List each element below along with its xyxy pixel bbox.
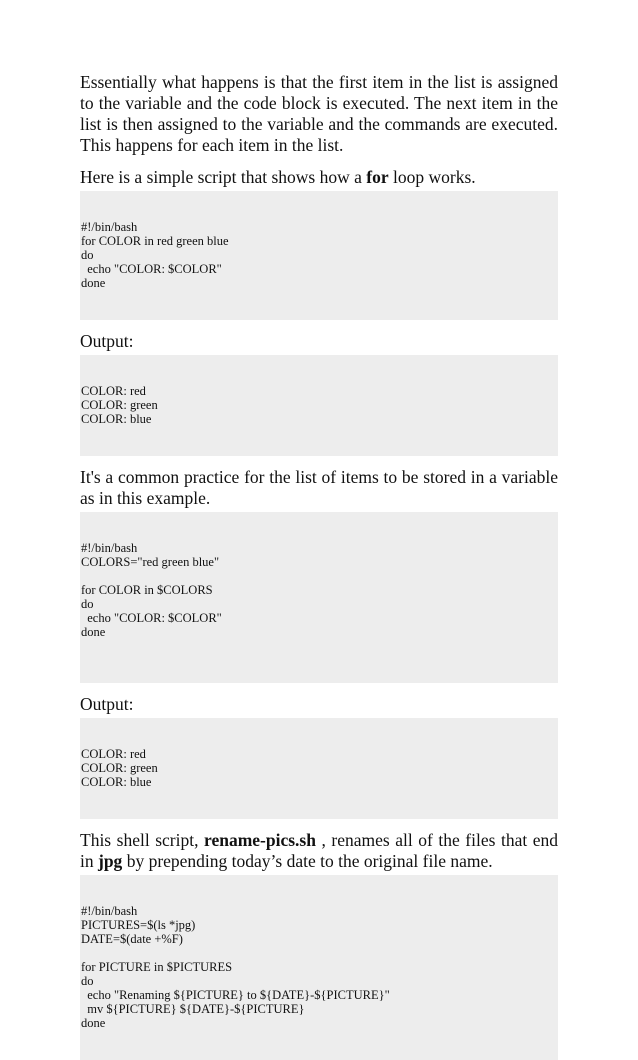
code-line: for PICTURE in $PICTURES (81, 960, 233, 974)
code-line: do (81, 597, 94, 611)
script-name-bold: rename-pics.sh (204, 830, 316, 850)
code-line (81, 569, 558, 583)
output-line: COLOR: red (81, 384, 146, 398)
simple-text-after: loop works. (388, 167, 476, 187)
output-block-variable (80, 718, 558, 819)
output-block-simple (80, 355, 558, 456)
code-line: done (81, 1016, 106, 1030)
code-line: DATE=$(date +%F) (81, 932, 183, 946)
code-line: for COLOR in red green blue (81, 234, 229, 248)
code-line: #!/bin/bash (81, 220, 138, 234)
shell-text-1: This shell script, (80, 830, 205, 850)
output-line: COLOR: blue (81, 775, 152, 789)
code-line: echo "COLOR: $COLOR" (81, 262, 222, 276)
code-line: done (81, 276, 106, 290)
code-line: COLORS="red green blue" (81, 555, 220, 569)
code-line: do (81, 248, 94, 262)
output-line: COLOR: blue (81, 412, 152, 426)
shell-text-3: by prepending today’s date to the original file name. (122, 851, 493, 871)
code-line: PICTURES=$(ls *jpg) (81, 918, 196, 932)
rename-pics-paragraph (80, 830, 558, 872)
intro-paragraph: Essentially what happens is that the first item in the list is assigned to the variable and the code block is executed. The next item in the list is then assigned to the variable and the commands are executed. This happens for each item in the list. (80, 72, 558, 155)
code-block-simple (80, 191, 558, 320)
output-line: COLOR: green (81, 761, 158, 775)
simple-text-before: Here is a simple script that shows how a (80, 167, 367, 187)
code-line (81, 946, 558, 960)
simple-text-bold: for (366, 167, 389, 187)
extension-bold: jpg (98, 851, 123, 871)
code-line (81, 639, 558, 653)
simple-script-paragraph (80, 167, 558, 188)
output-line: COLOR: green (81, 398, 158, 412)
document-page (80, 72, 558, 1060)
code-line: echo "Renaming ${PICTURE} to ${DATE}-${PICTURE}" (81, 988, 390, 1002)
practice-paragraph: It's a common practice for the list of items to be stored in a variable as in this example. (80, 467, 558, 508)
output-line: COLOR: red (81, 747, 146, 761)
code-line: mv ${PICTURE} ${DATE}-${PICTURE} (81, 1002, 305, 1016)
output-heading: Output: (80, 331, 134, 351)
code-block-rename (80, 875, 558, 1060)
code-line: echo "COLOR: $COLOR" (81, 611, 222, 625)
code-line: #!/bin/bash (81, 541, 138, 555)
code-line: done (81, 625, 106, 639)
code-line: #!/bin/bash (81, 904, 138, 918)
output-heading: Output: (80, 694, 134, 714)
code-line: for COLOR in $COLORS (81, 583, 213, 597)
code-block-variable (80, 512, 558, 683)
shell-text-2: , renames all of the files that end in (80, 830, 558, 871)
code-line: do (81, 974, 94, 988)
